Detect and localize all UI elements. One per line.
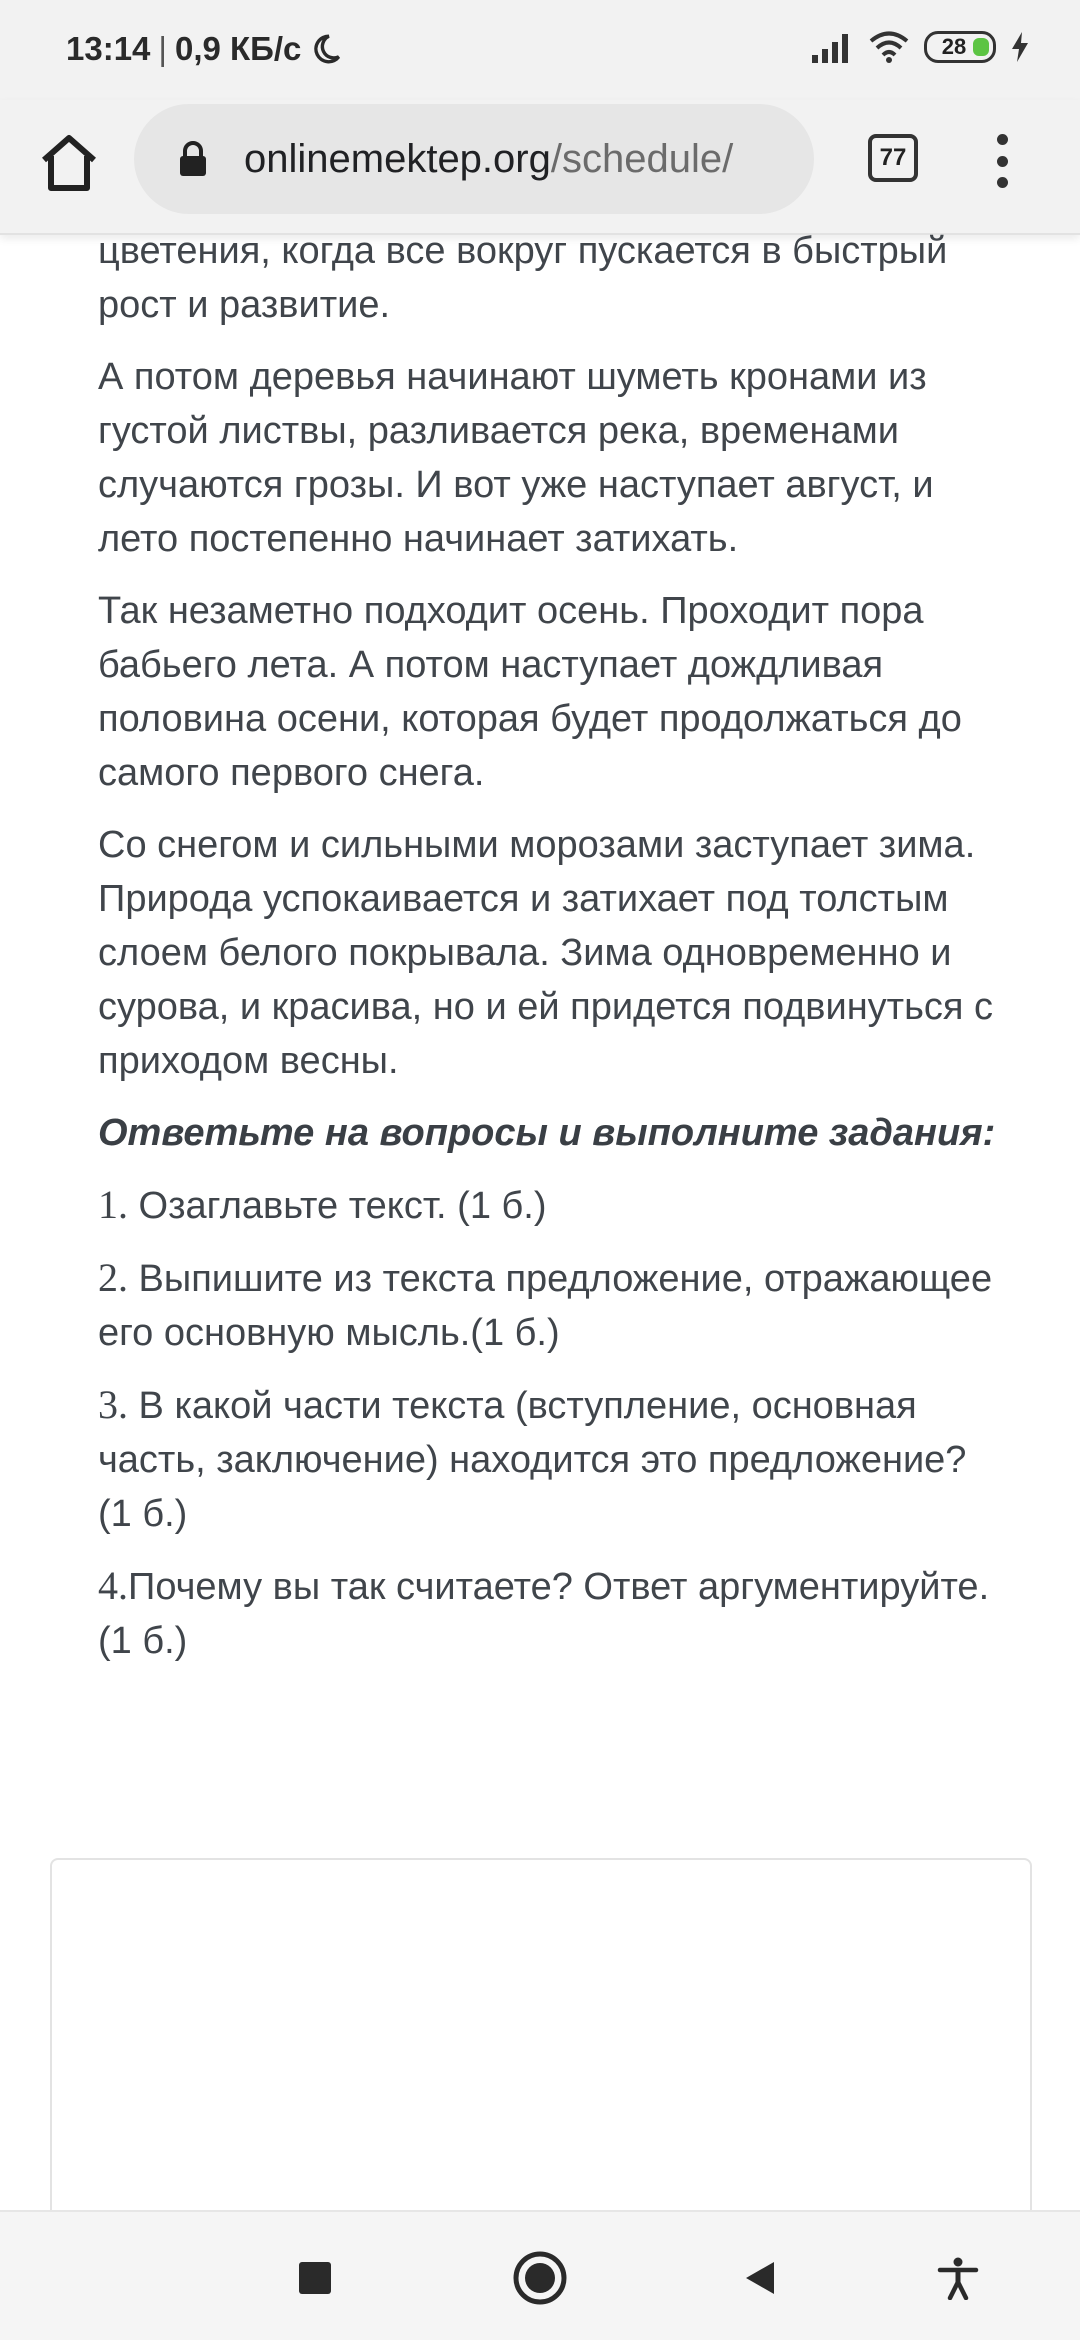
tab-count: 77: [879, 144, 907, 171]
paragraph-1: цветения, когда все вокруг пускается в быстрый рост и развитие.: [98, 230, 948, 326]
battery-level: 28: [941, 34, 967, 59]
url-path: /schedule/: [550, 136, 734, 181]
url-text: [244, 137, 733, 182]
recents-button[interactable]: [285, 2248, 345, 2308]
network-speed: 0,9 КБ/с: [174, 30, 302, 67]
question-text: В какой части текста (вступление, основная часть, заключение) находится это предложение?(1 б.): [98, 1385, 967, 1535]
url-domain: onlinemektep.org: [244, 136, 551, 181]
menu-button[interactable]: [984, 128, 1020, 194]
question-1: [98, 1178, 998, 1233]
question-4: [98, 1559, 998, 1668]
browser-toolbar: [0, 100, 1080, 235]
task-heading: Ответьте на вопросы и выполните задания:: [98, 1112, 996, 1154]
signal-icon: [810, 31, 854, 63]
home-button[interactable]: [36, 130, 102, 196]
home-nav-button[interactable]: [510, 2248, 570, 2308]
question-number: 1.: [98, 1182, 128, 1227]
accessibility-button[interactable]: [928, 2248, 988, 2308]
question-text: Почему вы так считаете? Ответ аргументируйте.(1 б.): [98, 1566, 990, 1662]
url-bar[interactable]: [134, 104, 814, 214]
tabs-button[interactable]: [868, 134, 918, 182]
battery-icon: [924, 31, 996, 63]
status-separator: |: [158, 30, 167, 67]
question-number: 2.: [98, 1255, 128, 1300]
navigation-bar: [0, 2210, 1080, 2340]
question-number: 4.: [98, 1563, 128, 1608]
menu-dot: [997, 134, 1008, 145]
back-icon: [740, 2258, 780, 2298]
menu-dot: [997, 177, 1008, 188]
answer-textarea[interactable]: [50, 1858, 1032, 2218]
status-bar: [0, 0, 1080, 100]
question-text: Выпишите из текста предложение, отражающее его основную мысль.(1 б.): [98, 1258, 993, 1354]
home-icon: [36, 130, 102, 196]
status-right: [810, 30, 1030, 64]
charging-icon: [1010, 31, 1030, 63]
back-button[interactable]: [730, 2248, 790, 2308]
status-time: 13:14: [66, 30, 151, 67]
paragraph-3: Так незаметно подходит осень. Проходит пора бабьего лета. А потом наступает дождливая половина осени, которая будет продолжаться до самого первого снега.: [98, 590, 962, 794]
page-content: [98, 230, 998, 1686]
battery-fill: [973, 38, 989, 56]
question-3: [98, 1378, 998, 1541]
moon-icon: [309, 32, 343, 66]
paragraph-4: Со снегом и сильными морозами заступает зима. Природа успокаивается и затихает под толстым слоем белого покрывала. Зима одновременно и сурова, и красива, но и ей придется подвинуться с приходом весны.: [98, 824, 994, 1082]
question-2: [98, 1251, 998, 1360]
status-left: [66, 30, 343, 68]
menu-dot: [997, 156, 1008, 167]
wifi-icon: [868, 30, 910, 64]
paragraph-2: А потом деревья начинают шуметь кронами из густой листвы, разливается река, временами случаются грозы. И вот уже наступает август, и лето постепенно начинает затихать.: [98, 356, 934, 560]
recents-icon: [297, 2260, 333, 2296]
lock-icon: [178, 140, 208, 178]
question-number: 3.: [98, 1382, 128, 1427]
question-text: Озаглавьте текст. (1 б.): [128, 1185, 547, 1227]
accessibility-icon: [936, 2256, 980, 2300]
home-circle-icon: [512, 2250, 568, 2306]
